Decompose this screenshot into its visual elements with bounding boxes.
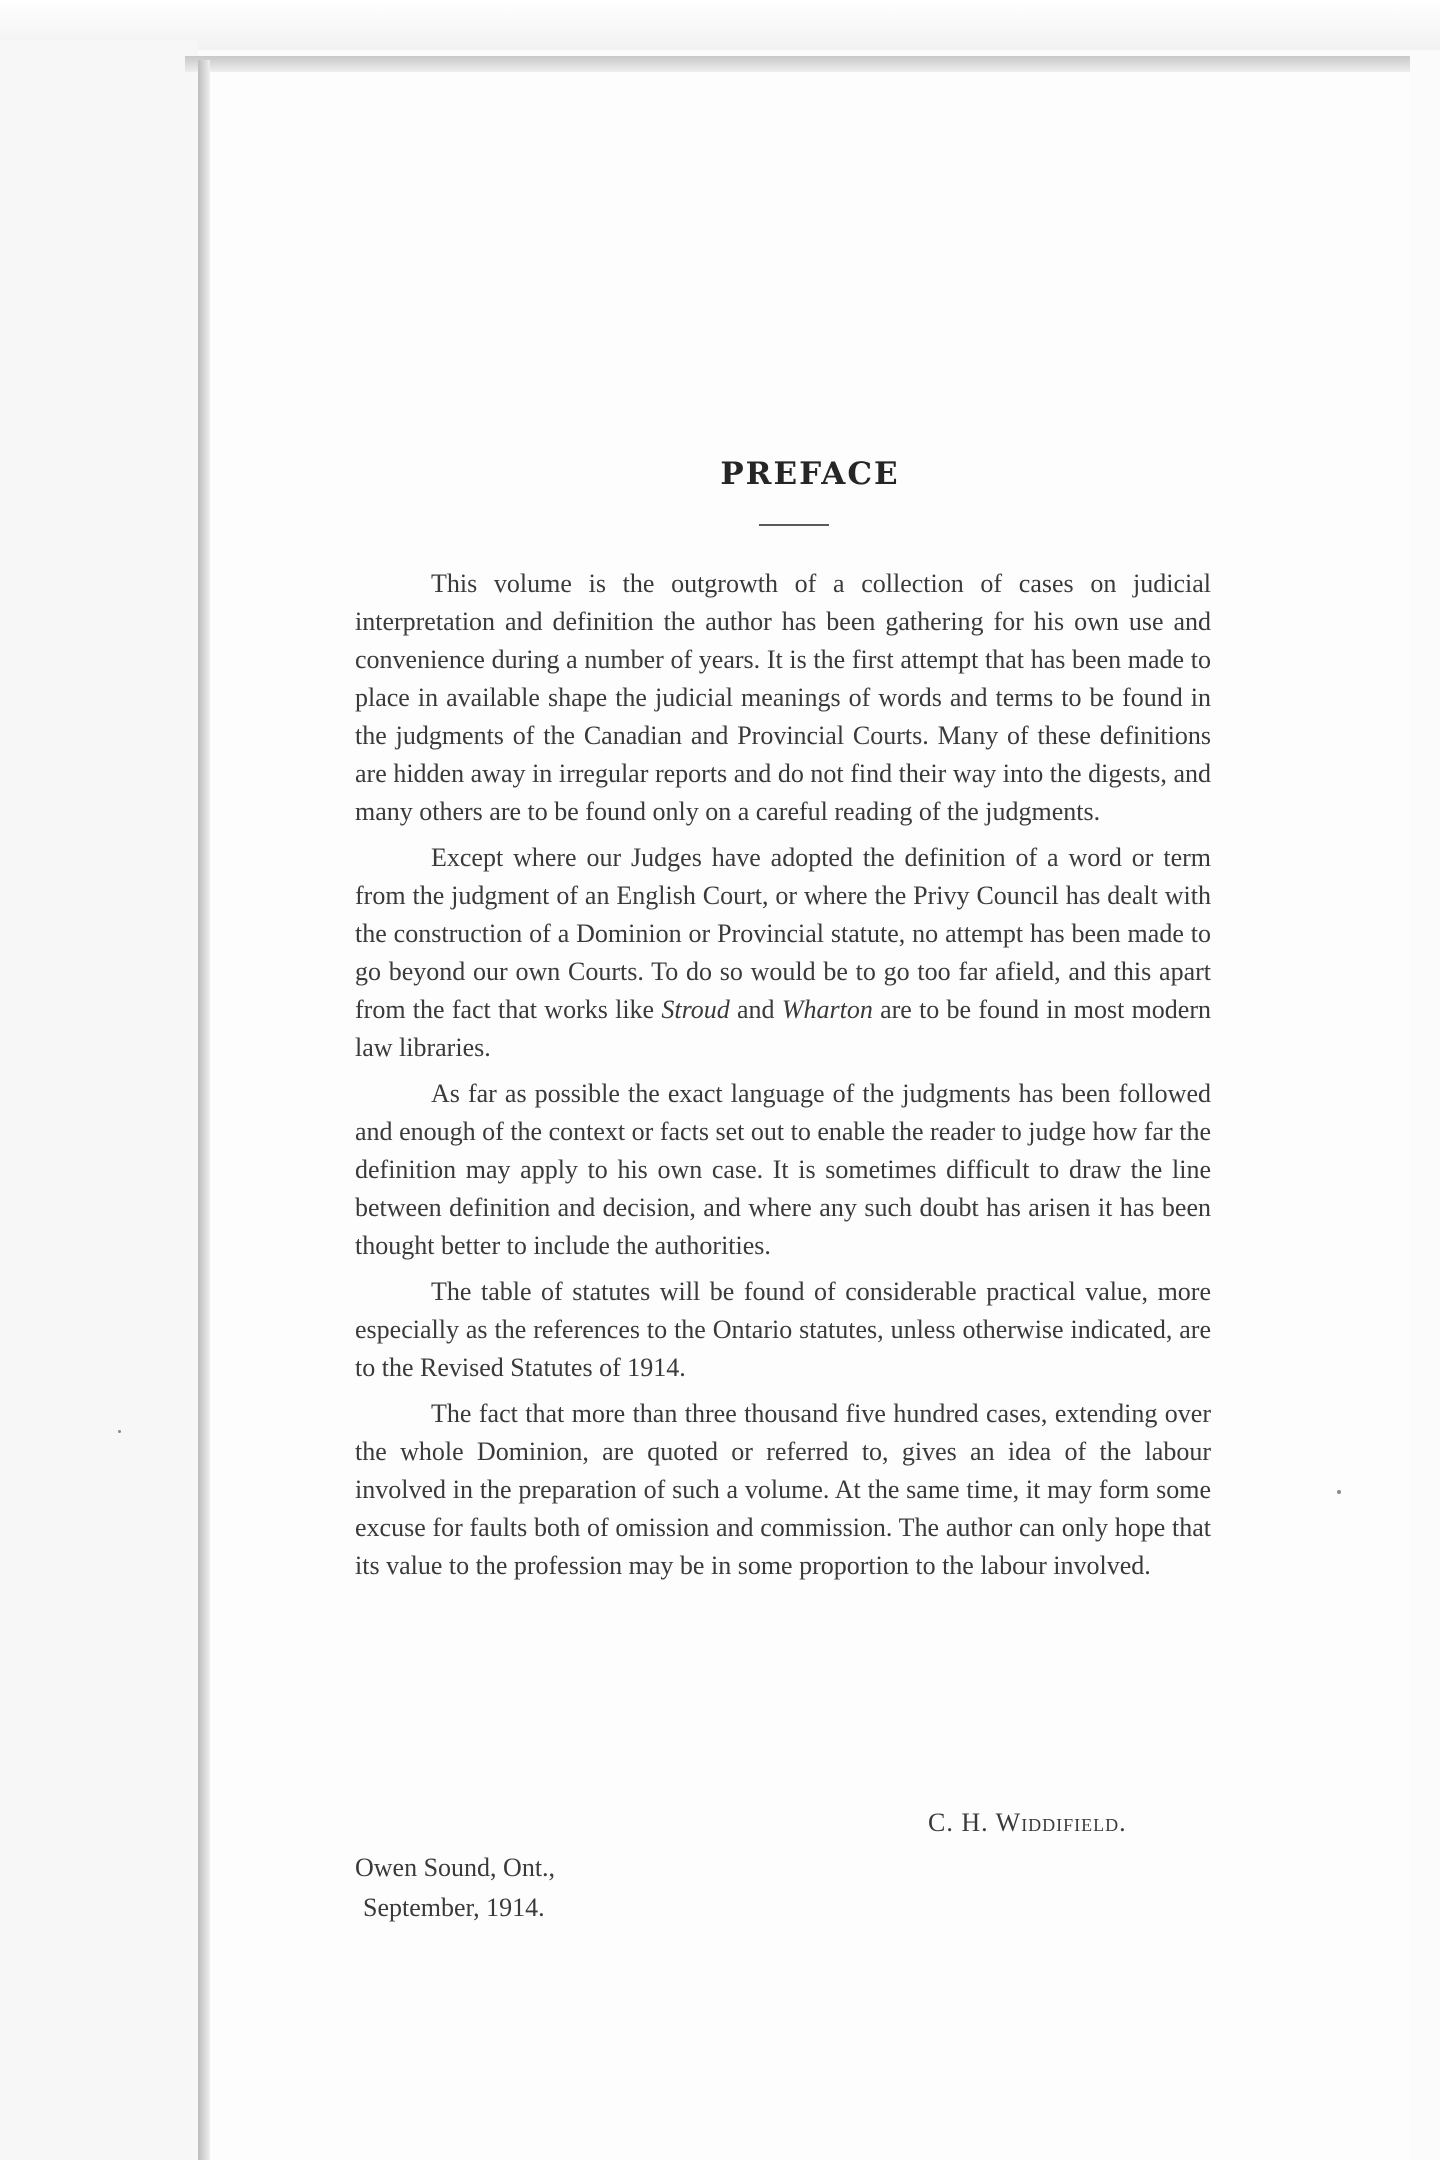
page-edge-top [185,56,1410,72]
date-line: September, 1914. [363,1893,545,1922]
dust-speck [118,1430,121,1433]
paragraph-1: This volume is the outgrowth of a collection of cases on judicial interpretation and definition the author has been gathering for his own use and convenience during a number of years. It is the first attempt that has been made to place in available shape the judicial meanings of words and terms to be found in the judgments of the Canadian and Provincial Courts. Many of these definitions are hidden away in irregular reports and do not find their way into the digests, and many others are to be found only on a careful reading of the judgments. [355,569,1211,826]
place-and-date [355,1848,555,1928]
book-page [210,72,1410,2160]
paragraph-2 [355,839,1211,1067]
author-signature: C. H. Widdifield. [928,1808,1127,1837]
italic-wharton: Wharton [781,995,873,1024]
italic-stroud: Stroud [661,995,730,1024]
paragraph-3: As far as possible the exact language of the judgments has been followed and enough of the context or facts set out to enable the reader to judge how far the definition may apply to his own case. It is sometimes difficult to draw the line between definition and decision, and where any such doubt has arisen it has been thought better to include the authorities. [355,1079,1211,1260]
preface-body [355,565,1211,1593]
page-title: PREFACE [720,456,900,492]
scan-top-strip [0,0,1440,50]
dust-speck [1337,1490,1341,1494]
paragraph-2-part-3: are to be found in most modern law libraries. [355,995,1211,1062]
title-rule [759,524,829,526]
paragraph-2-part-1: Except where our Judges have adopted the definition of a word or term from the judgment of an English Court, or where the Privy Council has dealt with the construction of a Dominion or Provincial statute, no attempt has been made to go beyond our own Courts. To do so would be to go too far afield, and this apart from the fact that works like [355,843,1211,1024]
paragraph-4: The table of statutes will be found of considerable practical value, more especially as the references to the Ontario statutes, unless otherwise indicated, are to the Revised Statutes of 1914. [355,1277,1211,1382]
paragraph-2-part-2: and [729,995,782,1024]
page-edge-left [198,60,210,2160]
paragraph-5: The fact that more than three thousand five hundred cases, extending over the whole Dominion, are quoted or referred to, gives an idea of the labour involved in the preparation of such a volume. At the same time, it may form some excuse for faults both of omission and commission. The author can only hope that its value to the profession may be in some proportion to the labour involved. [355,1399,1211,1580]
place-line: Owen Sound, Ont., [355,1853,556,1882]
facing-page-margin [0,40,198,2160]
